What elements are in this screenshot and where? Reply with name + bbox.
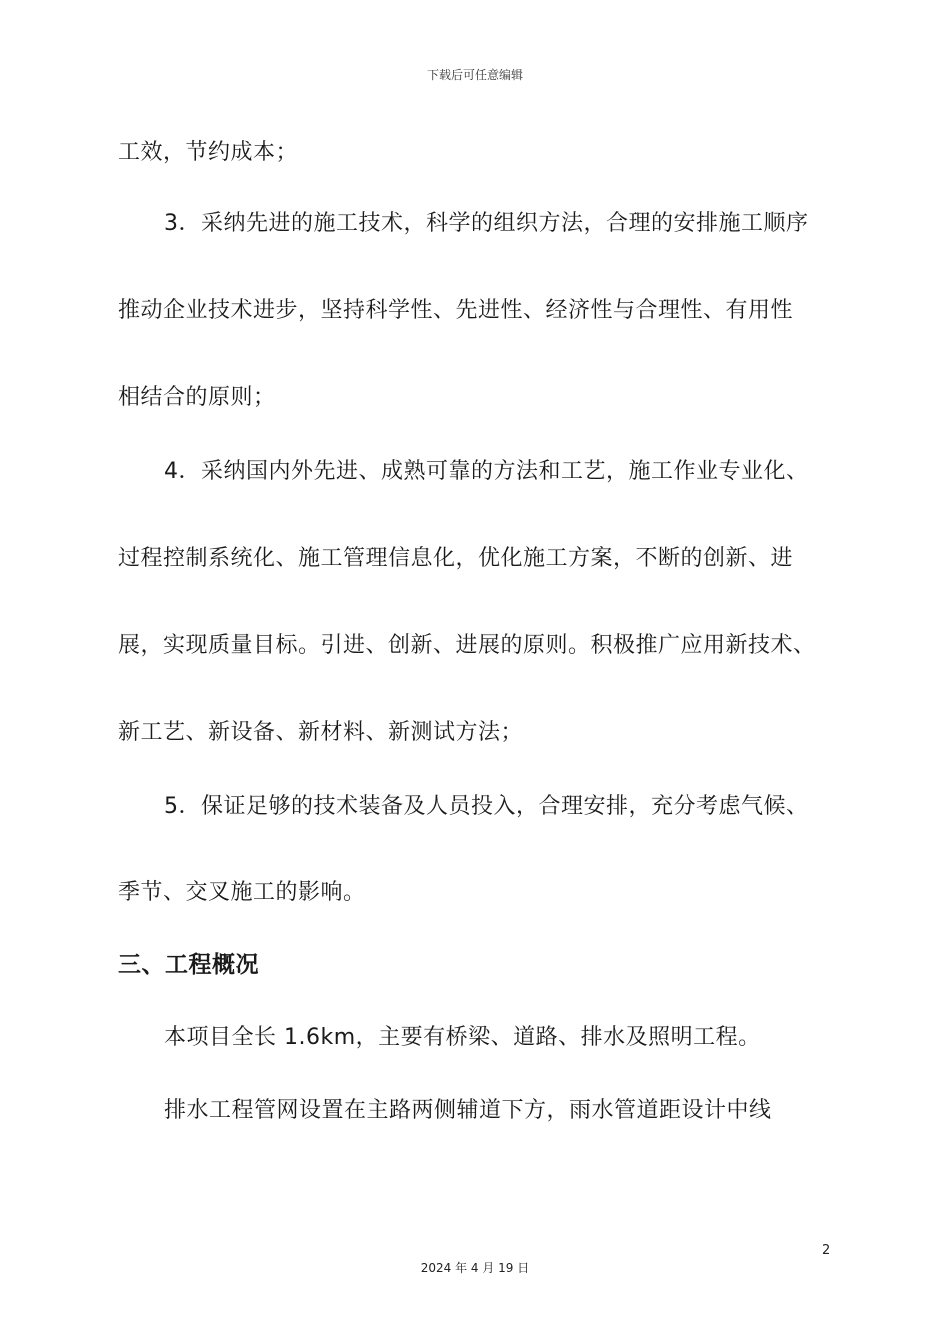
paragraph-line-item-4: 4．采纳国内外先进、成熟可靠的方法和工艺，施工作业专业化、 <box>164 459 809 484</box>
paragraph-line: 工效，节约成本； <box>118 140 299 165</box>
paragraph-line: 相结合的原则； <box>118 385 276 410</box>
paragraph-line-item-5: 5．保证足够的技术装备及人员投入，合理安排，充分考虑气候、 <box>164 794 809 819</box>
section-heading: 三、工程概况 <box>118 952 259 978</box>
paragraph-line: 过程控制系统化、施工管理信息化，优化施工方案，不断的创新、进 <box>118 546 794 571</box>
paragraph-line: 本项目全长 1.6km，主要有桥梁、道路、排水及照明工程。 <box>164 1025 761 1050</box>
footer-date: 2024 年 4 月 19 日 <box>420 1261 530 1275</box>
paragraph-line: 季节、交叉施工的影响。 <box>118 880 366 905</box>
paragraph-line: 展，实现质量目标。引进、创新、进展的原则。积极推广应用新技术、 <box>118 633 816 658</box>
paragraph-line-item-3: 3．采纳先进的施工技术，科学的组织方法，合理的安排施工顺序 <box>164 211 809 236</box>
header-note: 下载后可任意编辑 <box>426 68 523 82</box>
paragraph-line: 排水工程管网设置在主路两侧辅道下方，雨水管道距设计中线 <box>164 1098 772 1123</box>
paragraph-line: 推动企业技术进步，坚持科学性、先进性、经济性与合理性、有用性 <box>118 298 794 323</box>
page-number: 2 <box>822 1243 831 1258</box>
paragraph-line: 新工艺、新设备、新材料、新测试方法； <box>118 720 524 745</box>
